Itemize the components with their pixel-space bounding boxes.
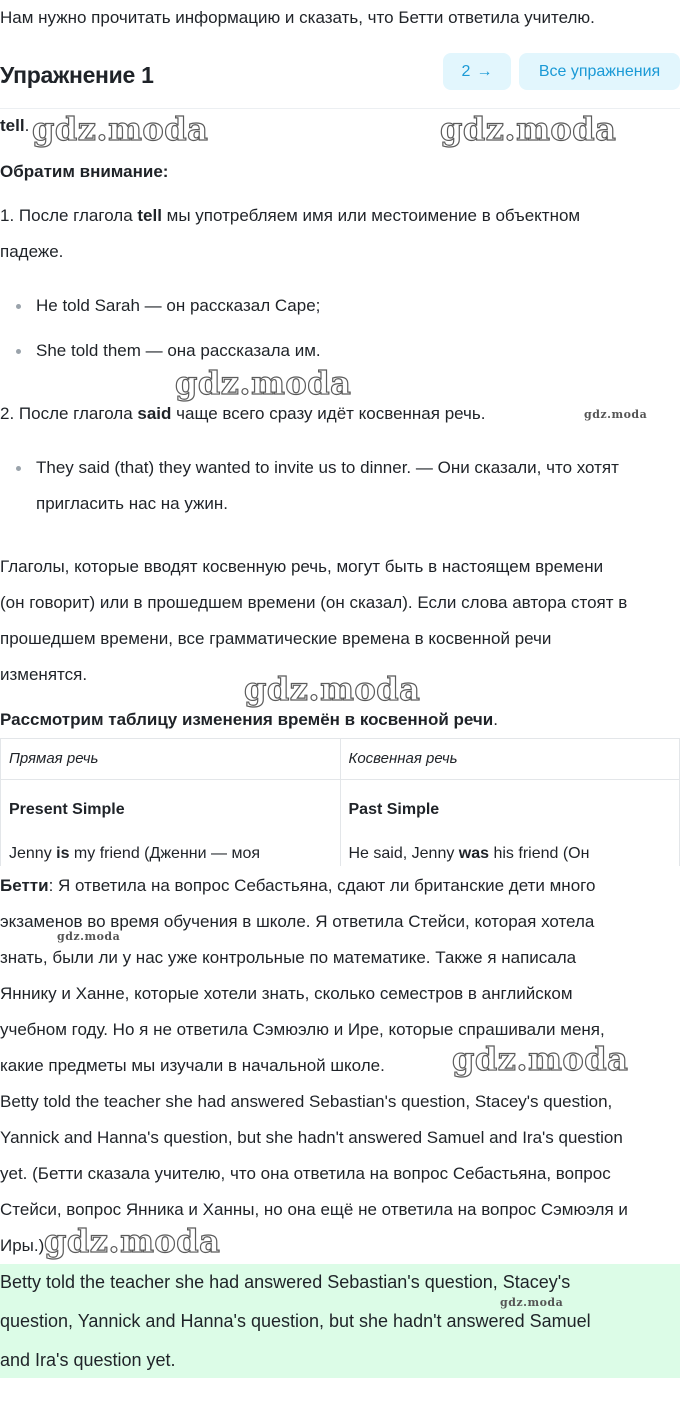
told-line: Betty told the teacher she had answered Sebastian's question, Stacey's question, [0,1092,613,1111]
next-exercise-label: 2 [461,63,471,80]
watermark: gdz.moda [244,670,421,708]
told-line: yet. (Бетти сказала учителю, что она ответила на вопрос Себастьяна, вопрос [0,1164,611,1183]
list-item-line-1: They said (that) they wanted to invite us to dinner. — Они сказали, что хотят [36,458,619,477]
betty-label: Бетти [0,876,49,895]
example-text-end: his friend (Он [489,845,590,862]
example-text: He said, Jenny [348,845,459,862]
rule-one-verb: tell [137,206,162,225]
exercise-header [0,50,680,109]
watermark: gdz.moda [440,110,617,148]
example-verb: was [458,845,490,862]
watermark: gdz.moda [44,1222,221,1260]
exercise-title: Упражнение 1 [0,62,154,88]
rule-one-text: 1. После глагола [0,206,138,225]
betty-line: экзаменов во время обучения в школе. Я ответила Стейси, которая хотела [0,912,595,931]
notice-heading: Обратим внимание: [0,162,169,181]
paragraph-line: (он говорит) или в прошедшем времени (он сказал). Если слова автора стоят в [0,593,628,612]
table-row [1,739,680,780]
all-exercises-button[interactable]: Все упражнения [519,53,680,90]
told-line: Иры.) [0,1236,45,1255]
table-row [1,780,680,867]
watermark: gdz.moda [500,1296,564,1309]
table-cell [340,780,680,867]
example-indirect [349,842,672,866]
table-intro [0,708,498,732]
paragraph-line: изменятся. [0,665,88,684]
next-exercise-button[interactable] [443,53,511,90]
paragraph-line: прошедшем времени, все грамматические времена в косвенной речи [0,629,552,648]
betty-text: : Я ответила на вопрос Себастьяна, сдают ли британские дети много [48,876,596,895]
tell-word: tell [0,116,25,135]
list-item-line-2: пригласить нас на ужин. [36,494,229,513]
tense-indirect: Past Simple [348,801,440,818]
rule-one-line-2: падеже. [0,242,64,261]
example-text: Jenny [9,845,57,862]
answer-line: Betty told the teacher she had answered Sebastian's question, Stacey's [0,1272,571,1292]
example-direct [9,842,332,866]
watermark: gdz.moda [584,408,648,421]
answer-line: and Ira's question yet. [0,1350,176,1370]
betty-line: учебном году. Но я не ответила Сэмюэлю и Ире, которые спрашивали меня, [0,1020,605,1039]
list-item: She told them — она рассказала им. [36,341,321,360]
example-text-end: my friend (Дженни — моя [69,845,260,862]
intro-text: Нам нужно прочитать информацию и сказать, что Бетти ответила учителю. [0,8,595,27]
example-verb: is [56,845,70,862]
table-intro-text: Рассмотрим таблицу изменения времён в косвенной речи [0,710,494,729]
table-header-direct: Прямая речь [1,739,341,780]
watermark: gdz.moda [57,930,121,943]
table-intro-dot: . [493,710,498,729]
answer-block [0,1264,680,1378]
bullet-icon [16,304,21,309]
watermark: gdz.moda [452,1040,629,1078]
watermark: gdz.moda [32,110,209,148]
rule-two-text: 2. После глагола [0,404,138,423]
betty-line-1 [0,874,595,898]
betty-line: знать, были ли у нас уже контрольные по математике. Также я написала [0,948,577,967]
watermark: gdz.moda [175,364,352,402]
told-line: Стейси, вопрос Янника и Ханны, но она ещё не ответила на вопрос Сэмюэля и [0,1200,628,1219]
bullet-icon [16,466,21,471]
betty-line: какие предметы мы изучали в начальной школе. [0,1056,385,1075]
list-item: He told Sarah — он рассказал Саре; [36,296,321,315]
table-cell [1,780,341,867]
table-header-indirect: Косвенная речь [340,739,680,780]
tense-table [0,738,680,866]
rule-one-line-1 [0,204,580,228]
arrow-right-icon: → [476,63,493,80]
tense-direct: Present Simple [9,801,125,818]
bullet-icon [16,349,21,354]
rule-two-line [0,402,485,426]
rule-two-text-end: чаще всего сразу идёт косвенная речь. [171,404,486,423]
tell-line [0,114,29,138]
rule-one-text-end: мы употребляем имя или местоимение в объектном [161,206,581,225]
tell-dot: . [24,116,30,135]
answer-line: question, Yannick and Hanna's question, but she hadn't answered Samuel [0,1311,591,1331]
betty-line: Яннику и Ханне, которые хотели знать, сколько семестров в английском [0,984,573,1003]
told-line: Yannick and Hanna's question, but she hadn't answered Samuel and Ira's question [0,1128,623,1147]
paragraph-line: Глаголы, которые вводят косвенную речь, могут быть в настоящем времени [0,557,604,576]
rule-two-verb: said [137,404,172,423]
